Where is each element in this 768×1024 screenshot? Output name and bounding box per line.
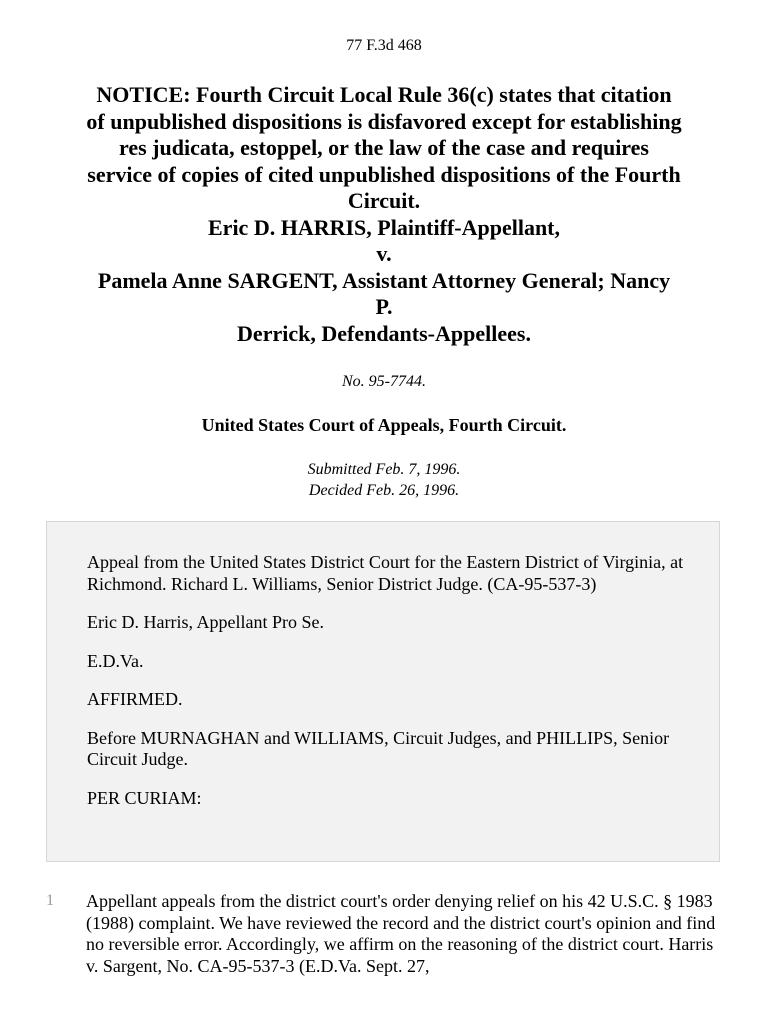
submitted-date: Submitted Feb. 7, 1996. bbox=[307, 461, 461, 478]
appeal-from-text: Appeal from the United States District Court for the Eastern District of Virginia, at Richmond. Richard L. Williams, Senior District Judge. (CA-95-537-3) bbox=[87, 552, 684, 594]
notice-line: res judicata, estoppel, or the law of the case and requires bbox=[118, 135, 649, 160]
defendant-line: P. bbox=[375, 294, 393, 319]
notice-line: Circuit. bbox=[347, 188, 421, 213]
defendant-line: Pamela Anne SARGENT, Assistant Attorney General; Nancy bbox=[97, 267, 671, 293]
defendant-line: Derrick, Defendants-Appellees. bbox=[237, 320, 531, 346]
paragraph-text: Appellant appeals from the district court's order denying relief on his 42 U.S.C. § 1983 (1988) complaint. We have reviewed the record and the district court's opinion and find no reversible error. Accordingly, we affirm on the reasoning of the district court. Harris v. Sargent, No. CA-95-537-3 (E.D.Va. Sept. 27, bbox=[86, 891, 716, 976]
case-summary-box bbox=[46, 521, 720, 862]
notice-line: NOTICE: Fourth Circuit Local Rule 36(c) states that citation bbox=[96, 82, 672, 107]
per-curiam-text: PER CURIAM: bbox=[87, 787, 202, 808]
plaintiff-line: Eric D. HARRIS, Plaintiff-Appellant, bbox=[208, 214, 560, 240]
disposition-text: AFFIRMED. bbox=[87, 689, 183, 709]
court-name: United States Court of Appeals, Fourth Circuit. bbox=[201, 415, 567, 435]
notice-line: service of copies of cited unpublished dispositions of the Fourth bbox=[87, 161, 681, 187]
decided-date: Decided Feb. 26, 1996. bbox=[308, 482, 460, 499]
versus-line: v. bbox=[376, 241, 392, 266]
district-text: E.D.Va. bbox=[87, 650, 144, 671]
case-dates bbox=[0, 459, 768, 501]
notice-line: of unpublished dispositions is disfavored except for establishing bbox=[86, 108, 682, 134]
counsel-text: Eric D. Harris, Appellant Pro Se. bbox=[87, 612, 324, 632]
docket-number: No. 95-7744. bbox=[342, 373, 426, 390]
case-heading bbox=[40, 82, 728, 347]
paragraph-number: 1 bbox=[46, 892, 54, 909]
case-citation: 77 F.3d 468 bbox=[346, 37, 422, 54]
panel-text: Before MURNAGHAN and WILLIAMS, Circuit Judges, and PHILLIPS, Senior Circuit Judge. bbox=[87, 727, 670, 769]
